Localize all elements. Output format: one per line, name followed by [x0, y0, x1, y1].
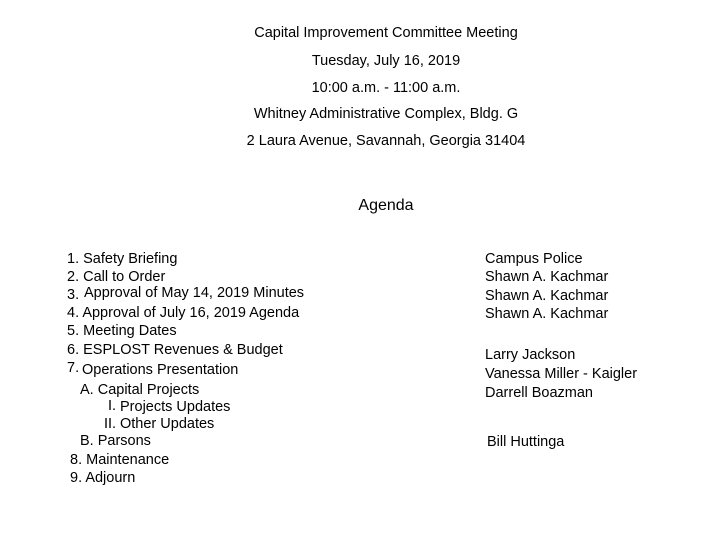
meeting-time: 10:00 a.m. - 11:00 a.m. [311, 80, 461, 96]
meeting-date: Tuesday, July 16, 2019 [311, 53, 461, 69]
agenda-subitem-parsons: B. Parsons [80, 433, 151, 449]
agenda-item-meeting-dates: 5. Meeting Dates [67, 323, 177, 339]
presenter-bill-huttinga: Bill Huttinga [487, 434, 565, 450]
agenda-subitem-projects-updates: Projects Updates [120, 399, 231, 415]
agenda-subitem-other-updates: Other Updates [120, 416, 215, 432]
meeting-title: Capital Improvement Committee Meeting [254, 25, 518, 41]
agenda-item-adjourn: 9. Adjourn [70, 470, 136, 486]
agenda-item-safety-briefing: 1. Safety Briefing [67, 251, 178, 267]
presenter-vanessa-miller-kaigler: Vanessa Miller - Kaigler [485, 366, 638, 382]
agenda-subitem-number-i: I. [108, 398, 117, 414]
presenter-larry-jackson: Larry Jackson [485, 347, 576, 363]
presenter-kachmar-minutes: Shawn A. Kachmar [485, 288, 609, 304]
agenda-heading: Agenda [358, 197, 414, 214]
agenda-item-number-3: 3. [67, 287, 80, 303]
agenda-item-esplost: 6. ESPLOST Revenues & Budget [67, 342, 283, 358]
agenda-item-number-7: 7. [67, 360, 80, 376]
agenda-item-maintenance: 8. Maintenance [70, 452, 170, 468]
agenda-subitem-number-ii: II. [104, 416, 117, 432]
presenter-kachmar-call-to-order: Shawn A. Kachmar [485, 269, 609, 285]
presenter-darrell-boazman: Darrell Boazman [485, 385, 593, 401]
presenter-campus-police: Campus Police [485, 251, 583, 267]
agenda-item-approval-agenda: 4. Approval of July 16, 2019 Agenda [67, 305, 300, 321]
agenda-item-operations: Operations Presentation [82, 362, 239, 378]
agenda-item-call-to-order: 2. Call to Order [67, 269, 166, 285]
meeting-location: Whitney Administrative Complex, Bldg. G [253, 106, 519, 122]
agenda-item-approval-minutes: Approval of May 14, 2019 Minutes [84, 285, 305, 301]
meeting-address: 2 Laura Avenue, Savannah, Georgia 31404 [246, 133, 526, 149]
presenter-kachmar-agenda: Shawn A. Kachmar [485, 306, 609, 322]
agenda-subitem-capital-projects: A. Capital Projects [80, 382, 200, 398]
